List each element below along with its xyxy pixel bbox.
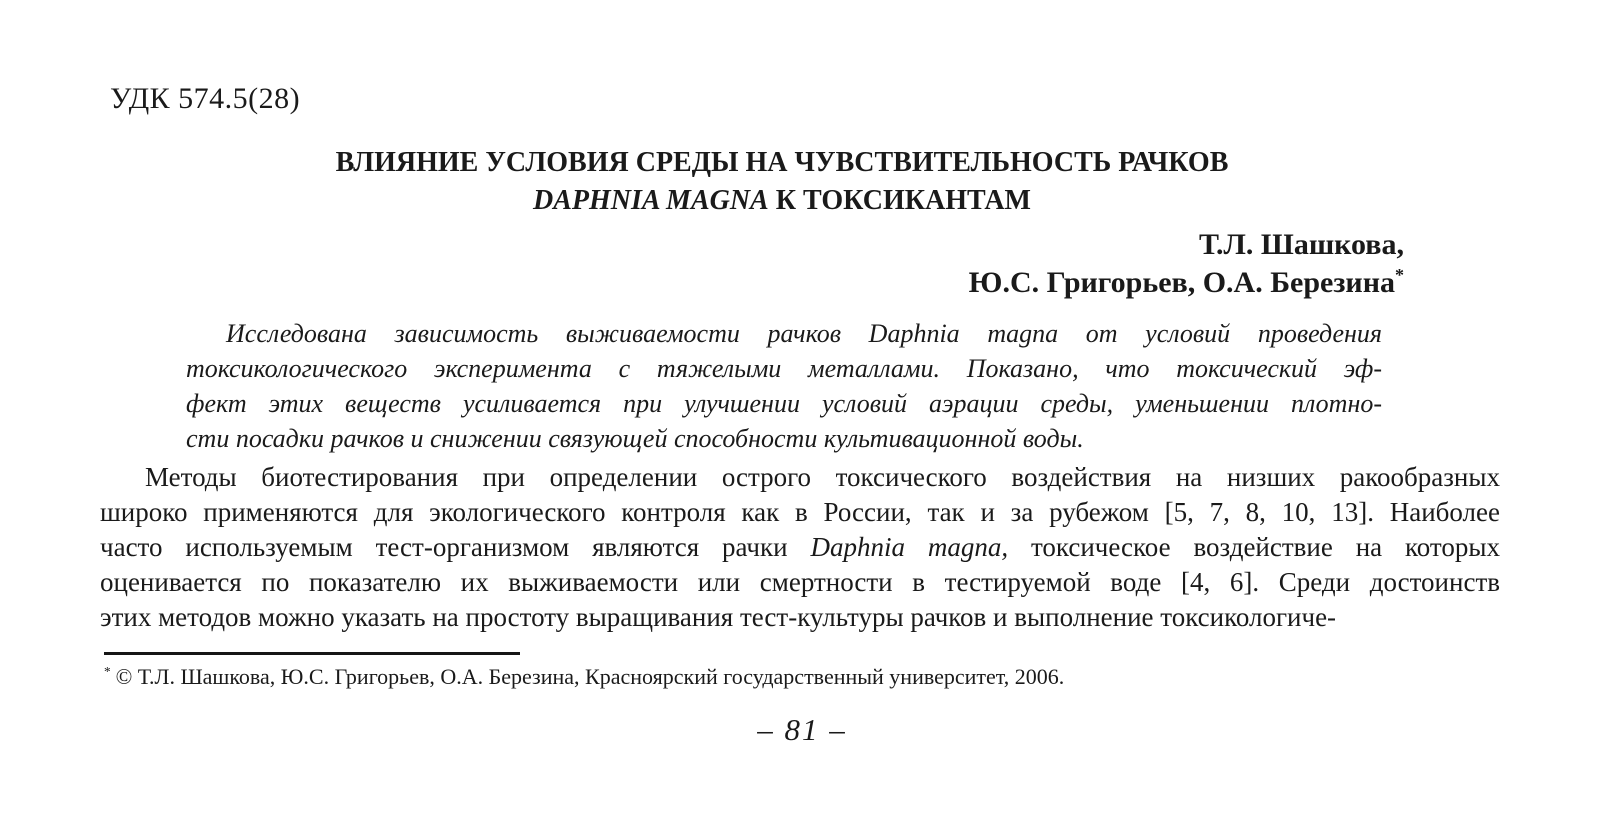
body-line-2: широко применяются для экологического контроля как в России, так и за рубежом [5, 7, 8, 10, 13]. Наиболее	[100, 497, 1500, 527]
footnote-divider	[104, 652, 520, 655]
body-line-3	[100, 530, 1500, 565]
article-title-line2	[90, 182, 1474, 220]
article-title	[90, 144, 1474, 220]
body-line-5: этих методов можно указать на простоту выращивания тест-культуры рачков и выполнение токсикологиче-	[100, 602, 1337, 632]
author-names: Ю.С. Григорьев, О.А. Березина	[968, 266, 1395, 299]
species-name-inline: Daphnia magna,	[810, 532, 1009, 562]
footnote	[104, 662, 1064, 692]
article-title-line1: ВЛИЯНИЕ УСЛОВИЯ СРЕДЫ НА ЧУВСТВИТЕЛЬНОСТЬ РАЧКОВ	[335, 147, 1229, 178]
body-line-4: оценивается по показателю их выживаемости или смертности в тестируемой воде [4, 6]. Среди достоинств	[100, 567, 1500, 597]
abstract-line-3: фект этих веществ усиливается при улучшении условий аэрации среды, уменьшении плотно-	[186, 389, 1382, 418]
footnote-marker: *	[104, 663, 111, 679]
author-footnote-marker: *	[1395, 265, 1404, 285]
body-paragraph	[100, 460, 1500, 635]
body-line-1: Методы биотестирования при определении острого токсического воздействия на низших ракообразных	[145, 462, 1500, 492]
species-name-latin: DAPHNIA MAGNA	[533, 185, 769, 216]
body-line-3-pre: часто используемым тест-организмом являются рачки	[100, 532, 811, 562]
article-title-line2-rest: К ТОКСИКАНТАМ	[775, 185, 1031, 216]
abstract	[186, 316, 1382, 456]
page-number: – 81 –	[757, 712, 847, 747]
author-line-1: Т.Л. Шашкова,	[1199, 228, 1404, 261]
abstract-line-4: сти посадки рачков и снижении связующей способности культивационной воды.	[186, 424, 1084, 453]
footnote-text: © Т.Л. Шашкова, Ю.С. Григорьев, О.А. Березина, Красноярский государственный университет, 2006.	[115, 664, 1065, 689]
body-line-3-post: токсическое воздействие на которых	[1008, 532, 1501, 562]
abstract-line-1: Исследована зависимость выживаемости рачков Daphnia magna от условий проведения	[226, 319, 1382, 348]
author-line-2	[969, 264, 1404, 302]
abstract-line-2: токсикологического эксперимента с тяжелыми металлами. Показано, что токсический эф-	[186, 354, 1382, 383]
authors-block	[969, 226, 1404, 302]
udc-code: УДК 574.5(28)	[110, 82, 301, 115]
